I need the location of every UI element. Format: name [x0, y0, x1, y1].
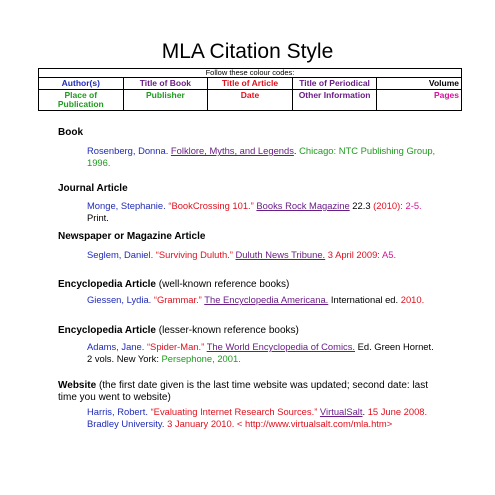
citation-book-title: Folklore, Myths, and Legends — [170, 145, 294, 156]
citation-publisher: NTC Publishing Group, — [338, 145, 436, 156]
legend-other-information: Other Information — [292, 90, 377, 111]
citation-article-title: “Grammar.” — [153, 294, 202, 305]
citation-article-title: “Surviving Duluth.” — [155, 249, 233, 260]
book-citation — [87, 145, 437, 168]
book-heading: Book — [58, 127, 83, 138]
legend-volume: Volume — [377, 78, 462, 90]
citation-periodical-title: The Encyclopedia Americana. — [204, 294, 329, 305]
legend-title-of-book: Title of Book — [123, 78, 208, 90]
citation-pages: A5. — [381, 249, 397, 260]
citation-url: < http://www.virtualsalt.com/mla.htm> — [236, 417, 393, 429]
citation-date: 1996. — [87, 156, 111, 168]
citation-updated-date: 15 June 2008. — [367, 406, 428, 417]
legend-title-of-article: Title of Article — [208, 78, 293, 90]
citation-date: (2010): — [373, 200, 403, 211]
encyclopedia-well-known-citation — [87, 294, 437, 306]
citation-author: Adams, Jane. — [87, 341, 145, 352]
legend-author: Author(s) — [39, 78, 124, 90]
citation-site-title: VirtualSalt — [319, 406, 363, 417]
page-title: MLA Citation Style — [161, 40, 334, 63]
heading-note: (well-known reference books) — [158, 279, 290, 290]
encyclopedia-lesser-known-citation — [87, 341, 437, 364]
citation-edition: International ed. — [330, 294, 399, 305]
citation-periodical-title: Books Rock Magazine — [256, 200, 350, 211]
citation-article-title: “Spider-Man.” — [146, 341, 205, 352]
legend-publisher: Publisher — [123, 90, 208, 111]
citation-date: 2001. — [217, 352, 241, 364]
citation-date: 2010. — [400, 294, 425, 305]
newspaper-heading: Newspaper or Magazine Article — [58, 231, 206, 242]
journal-citation — [87, 200, 437, 223]
citation-punctuation: . — [362, 406, 366, 417]
citation-author: Seglem, Daniel. — [87, 249, 154, 260]
citation-pages: 2-5. — [405, 200, 422, 211]
colour-code-legend — [38, 68, 462, 111]
citation-article-title: “Evaluating Internet Research Sources.” — [150, 406, 318, 417]
citation-author: Harris, Robert. — [87, 406, 148, 417]
heading-note: (the first date given is the last time website was updated; second date: last time you went to website) — [58, 380, 429, 403]
citation-medium: Print. — [87, 211, 109, 223]
legend-date: Date — [208, 90, 293, 111]
encyclopedia-lesser-known-heading: Encyclopedia Article (lesser-known reference books) — [58, 325, 299, 336]
legend-header: Follow these colour codes: — [39, 69, 462, 78]
citation-vols: vols. — [94, 352, 115, 364]
citation-volume: 2 — [87, 352, 93, 364]
citation-publisher: Bradley University. — [87, 417, 165, 429]
citation-place: New York: — [116, 352, 159, 364]
citation-editor: Ed. Green Hornet. — [357, 341, 434, 352]
journal-heading: Journal Article — [58, 183, 128, 194]
newspaper-citation — [87, 249, 437, 261]
citation-author: Monge, Stephanie. — [87, 200, 166, 211]
legend-place-of-publication: Place of Publication — [39, 90, 124, 111]
encyclopedia-well-known-heading: Encyclopedia Article (well-known reference books) — [58, 279, 290, 290]
citation-author: Rosenberg, Donna. — [87, 145, 169, 156]
citation-periodical-title: The World Encyclopedia of Comics. — [206, 341, 356, 352]
legend-pages: Pages — [377, 90, 462, 111]
citation-author: Giessen, Lydia. — [87, 294, 152, 305]
heading-note: (lesser-known reference books) — [158, 325, 299, 336]
citation-article-title: “BookCrossing 101.” — [168, 200, 254, 211]
citation-date: 3 April 2009: — [327, 249, 380, 260]
website-citation — [87, 406, 437, 429]
citation-periodical-title: Duluth News Tribune. — [235, 249, 326, 260]
citation-accessed-date: 3 January 2010. — [167, 417, 235, 429]
citation-place: Chicago: — [299, 145, 337, 156]
citation-punctuation: . — [293, 145, 297, 156]
citation-volume: 22.3 — [352, 200, 371, 211]
website-heading: Website (the first date given is the last time website was updated; second date: last time you went to website) — [58, 380, 429, 403]
legend-title-of-periodical: Title of Periodical — [292, 78, 377, 90]
citation-publisher: Persephone, — [161, 352, 215, 364]
